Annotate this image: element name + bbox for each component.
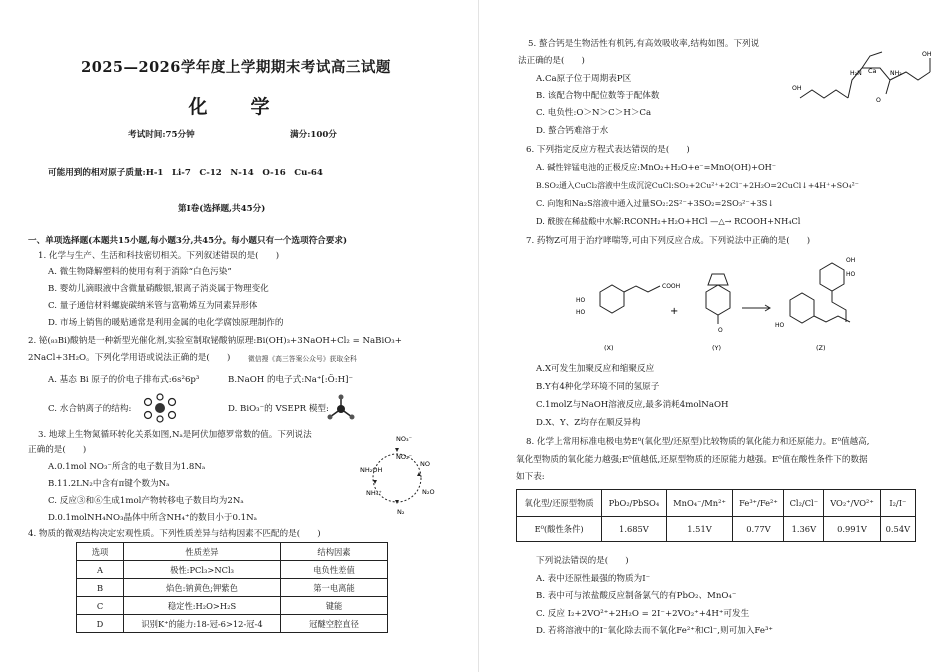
q3-stem-2: 正确的是( ) — [28, 445, 87, 455]
label-no3: NO₃⁻ — [396, 435, 413, 443]
label-y: (Y) — [712, 344, 722, 352]
q3-option-b: B.11.2LN₂中含有π键个数为Nₐ — [48, 479, 170, 489]
structure-label: OH — [846, 257, 856, 264]
structure-label: Ca — [868, 67, 877, 75]
q5-stem-2: 法正确的是( ) — [518, 56, 585, 66]
structure-label: HO — [846, 271, 856, 278]
q8-option-d: D. 若将溶液中的I⁻氧化除去而不氧化Fe²⁺和Cl⁻,则可加入Fe³⁺ — [536, 626, 773, 636]
q3-option-c: C. 反应③和⑥生成1mol产物转移电子数目均为2Nₐ — [48, 496, 244, 506]
structure-label: OH — [922, 51, 932, 58]
exam-subject: 化 学 — [188, 96, 282, 118]
q7-stem: 7. 药物Z可用于治疗哮喘等,可由下列反应合成。下列说法中正确的是( ) — [526, 236, 811, 246]
label-no2: NO₂⁻ — [396, 453, 413, 461]
q2-option-c: C. 水合钠离子的结构: — [48, 404, 132, 414]
q5-option-a: A.Ca原子位于周期表P区 — [536, 74, 632, 84]
plus-sign: + — [670, 306, 679, 317]
q6-stem: 6. 下列指定反应方程式表达错误的是( ) — [526, 145, 690, 155]
q6-option-a: A. 碱性锌锰电池的正极反应:MnO₂+H₂O+e⁻=MnO(OH)+OH⁻ — [536, 162, 777, 172]
structure-label: O — [876, 97, 881, 104]
q8-option-c: C. 反应 I₂+2VO²⁺+2H₂O = 2I⁻+2VO₂⁺+4H⁺可发生 — [536, 609, 750, 619]
q4-table — [76, 542, 388, 633]
q2-stem: 2. 铋(₈₃Bi)酸钠是一种新型光催化剂,实验室制取铋酸钠原理:Bi(OH)₃+3NaOH+Cl₂ = NaBiO₃+ — [28, 336, 402, 346]
q1-option-a: A. 微生物降解塑料的使用有利于消除“白色污染” — [48, 267, 232, 277]
q6-option-c: C. 向饱和Na₂S溶液中通入过量SO₂:2S²⁻+3SO₂=2SO₃²⁻+3S↓ — [536, 198, 775, 208]
q6-option-d: D. 酰胺在稀盐酸中水解:RCONH₂+H₂O+HCl —△→ RCOOH+NH₄Cl — [536, 216, 801, 226]
table-cell: MnO₄⁻/Mn²⁺ — [666, 490, 733, 517]
table-cell: 1.36V — [784, 517, 824, 542]
structure-label: COOH — [662, 283, 681, 290]
table-cell: 氧化型/还原型物质 — [517, 490, 602, 517]
table-cell: D — [77, 615, 124, 633]
q2-option-d: D. BiO₃⁻的 VSEPR 模型: — [228, 404, 329, 414]
table-cell: 焰色:钠黄色;钾紫色 — [124, 579, 281, 597]
structure-label: NH₂ — [890, 70, 902, 77]
table-cell: B — [77, 579, 124, 597]
table-cell: 识别K⁺的能力:18-冠-6>12-冠-4 — [124, 615, 281, 633]
table-cell: Fe³⁺/Fe²⁺ — [733, 490, 784, 517]
q7-option-d: D.X、Y、Z均存在顺反异构 — [536, 418, 641, 428]
q3-option-d: D.0.1molNH₄NO₃晶体中所含NH₄⁺的数目小于0.1Nₐ — [48, 513, 257, 523]
q8-option-b: B. 表中可与浓盐酸反应制备氯气的有PbO₂、MnO₄⁻ — [536, 591, 737, 601]
q7-option-b: B.Y有4种化学环境不同的氢原子 — [536, 382, 660, 392]
hydrated-sodium-ion-icon — [140, 393, 180, 423]
q2-option-b: B.NaOH 的电子式:Na⁺[:Ö:H]⁻ — [228, 375, 353, 385]
q6-option-b: B.SO₂通入CuCl₂溶液中生成沉淀CuCl:SO₂+2Cu²⁺+2Cl⁻+2H₂O=2CuCl↓+4H⁺+SO₄²⁻ — [536, 181, 859, 190]
label-z: (Z) — [816, 344, 826, 352]
label-nh2oh: NH₂OH — [360, 466, 383, 474]
table-cell: 0.77V — [733, 517, 784, 542]
table-row — [77, 579, 388, 597]
structure-label: O — [718, 327, 723, 334]
column-divider — [478, 0, 479, 672]
q5-stem: 5. 螯合钙是生物活性有机钙,有高效吸收率,结构如图。下列说 — [528, 39, 760, 49]
table-row — [77, 561, 388, 579]
table-cell: 电负性差值 — [281, 561, 388, 579]
table-cell: A — [77, 561, 124, 579]
table-cell: 0.54V — [880, 517, 915, 542]
q8-stem: 8. 化学上常用标准电极电势E⁰(氧化型/还原型)比较物质的氧化能力和还原能力。E⁰值越高, — [526, 437, 870, 447]
exam-time: 考试时间:75分钟 — [128, 130, 195, 140]
q1-option-b: B. 婴幼儿滴眼液中含微量硝酸银,银离子消炎属于物理变化 — [48, 284, 269, 294]
table-row — [77, 597, 388, 615]
part1-heading: 第Ⅰ卷(选择题,共45分) — [178, 204, 266, 214]
q8-question: 下列说法错误的是( ) — [536, 556, 629, 566]
table-cell: PbO₂/PbSO₄ — [602, 490, 666, 517]
table-row — [77, 615, 388, 633]
vsepr-model-icon — [326, 394, 356, 422]
q1-option-d: D. 市场上销售的暖贴通常是利用金属的电化学腐蚀原理制作的 — [48, 318, 284, 328]
structure-label: HO — [576, 309, 586, 316]
q2-stem-2: 2NaCl+3H₂O。下列化学用语或说法正确的是( ) — [28, 353, 231, 363]
exam-score: 满分:100分 — [290, 130, 337, 140]
table-cell: VO₂⁺/VO²⁺ — [824, 490, 881, 517]
table-cell: 1.685V — [602, 517, 666, 542]
q5-option-b: B. 该配合物中配位数等于配体数 — [536, 91, 660, 101]
q2-watermark: 微信搜《高三答案公众号》获取全科 — [248, 355, 357, 363]
nitrogen-cycle-diagram — [352, 432, 442, 516]
label-x: (X) — [604, 344, 614, 352]
label-n2o: N₂O — [422, 488, 435, 496]
chelated-calcium-structure — [790, 28, 940, 112]
table-cell: Cl₂/Cl⁻ — [784, 490, 824, 517]
q4-stem: 4. 物质的微观结构决定宏观性质。下列性质差异与结构因素不匹配的是( ) — [28, 529, 321, 539]
table-cell: 键能 — [281, 597, 388, 615]
q3-stem: 3. 地球上生物氮循环转化关系如图,Nₐ是阿伏加德罗常数的值。下列说法 — [38, 430, 312, 440]
label-no: NO — [420, 460, 430, 468]
q7-option-c: C.1molZ与NaOH溶液反应,最多消耗4molNaOH — [536, 400, 729, 410]
table-cell: 冠醚空腔直径 — [281, 615, 388, 633]
q4-header-property: 性质差异 — [124, 543, 281, 561]
table-cell: 极性:PCl₃>NCl₃ — [124, 561, 281, 579]
table-cell: I₂/I⁻ — [880, 490, 915, 517]
exam-title: 2025—2026学年度上学期期末考试高三试题 — [81, 59, 391, 76]
q5-option-d: D. 螯合钙难溶于水 — [536, 126, 609, 136]
q8-stem-3: 如下表: — [516, 472, 545, 482]
q7-reaction-scheme — [570, 252, 900, 356]
table-cell: 稳定性:H₂O>H₂S — [124, 597, 281, 615]
table-cell: C — [77, 597, 124, 615]
q2-option-a: A. 基态 Bi 原子的价电子排布式:6s²6p³ — [48, 375, 200, 385]
table-row — [517, 517, 916, 542]
structure-label: H₂N — [850, 70, 862, 77]
table-header-row — [517, 490, 916, 517]
atomic-masses: 可能用到的相对原子质量:H-1 Li-7 C-12 N-14 O-16 Cu-64 — [48, 168, 323, 178]
q4-header-factor: 结构因素 — [281, 543, 388, 561]
structure-label: HO — [775, 322, 785, 329]
q4-header-option: 选项 — [77, 543, 124, 561]
table-cell: 0.991V — [824, 517, 881, 542]
section1-heading: 一、单项选择题(本题共15小题,每小题3分,共45分。每小题只有一个选项符合要求) — [28, 236, 348, 246]
table-cell: 第一电离能 — [281, 579, 388, 597]
structure-label: HO — [576, 297, 586, 304]
table-header-row — [77, 543, 388, 561]
structure-label: OH — [792, 85, 802, 92]
table-cell: E⁰(酸性条件) — [517, 517, 602, 542]
q1-stem: 1. 化学与生产、生活和科技密切相关。下列叙述错误的是( ) — [38, 251, 280, 261]
q1-option-c: C. 量子通信材料螺旋碳纳米管与富勒烯互为同素异形体 — [48, 301, 258, 311]
q3-option-a: A.0.1mol NO₃⁻所含的电子数目为1.8Nₐ — [48, 462, 206, 472]
q7-option-a: A.X可发生加聚反应和缩聚反应 — [536, 364, 655, 374]
q5-option-c: C. 电负性:O＞N＞C＞H＞Ca — [536, 108, 652, 118]
q8-option-a: A. 表中还原性最强的物质为I⁻ — [536, 574, 651, 584]
q8-potential-table — [516, 489, 916, 542]
label-nh4: NH₄⁺ — [366, 489, 382, 497]
label-n2: N₂ — [397, 508, 405, 516]
q8-stem-2: 氧化型物质的氧化能力越强;E⁰值越低,还原型物质的还原能力越强。E⁰值在酸性条件下的数据 — [516, 455, 868, 465]
table-cell: 1.51V — [666, 517, 733, 542]
